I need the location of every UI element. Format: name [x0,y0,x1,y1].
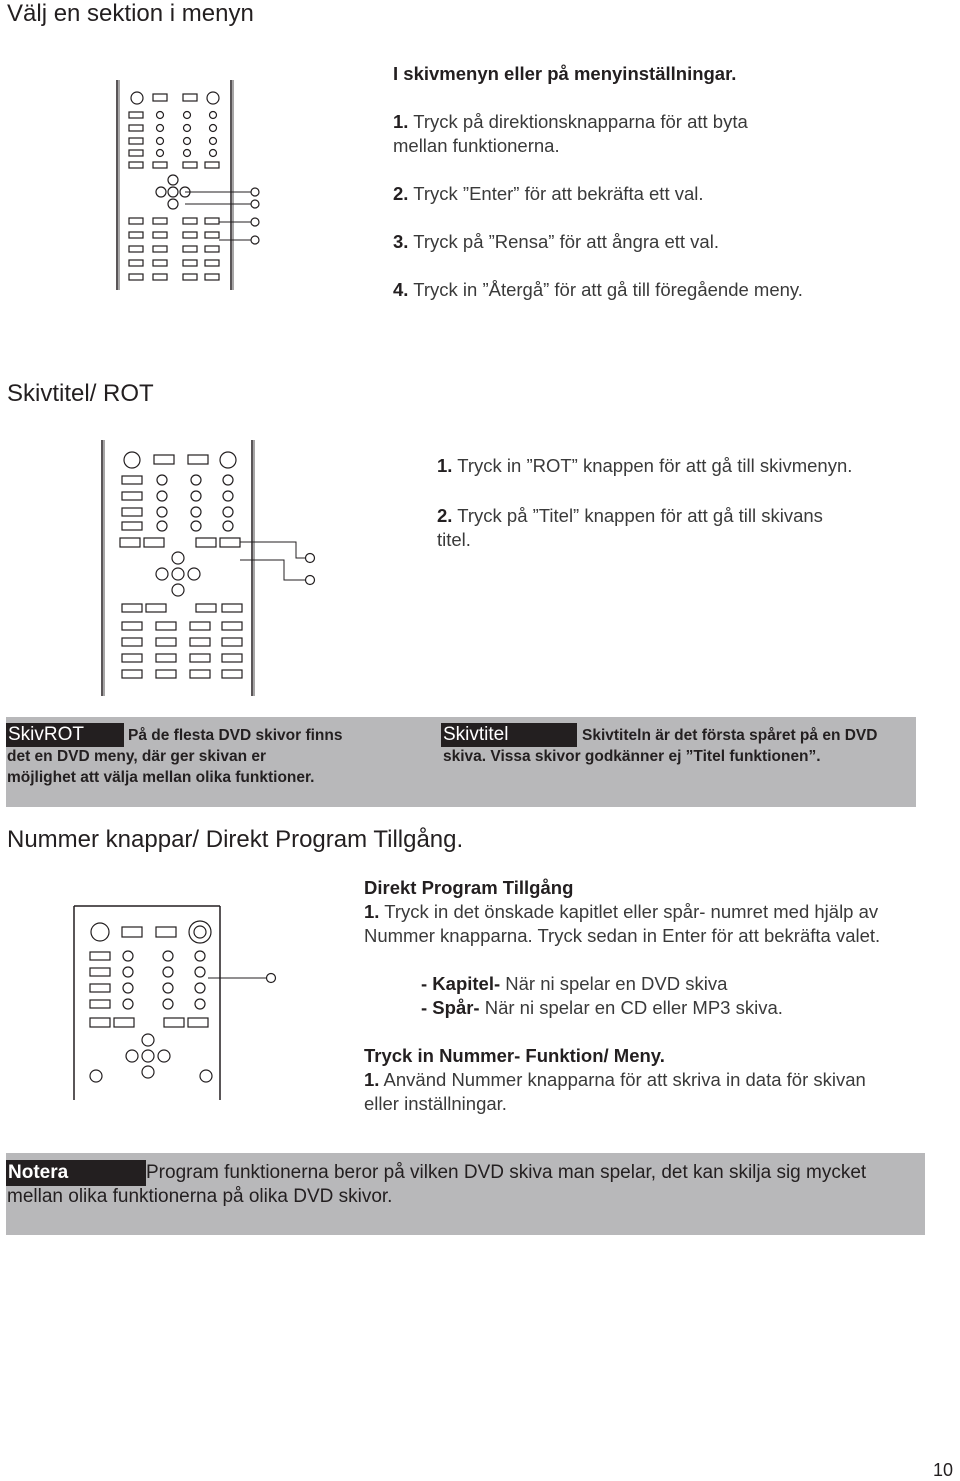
number-function-step-cont: eller inställningar. [364,1093,507,1114]
remote-control-figure [115,80,275,290]
direct-program-title: Direkt Program Tillgång [364,877,574,898]
info-text-skivtitel-line2: skiva. Vissa skivor godkänner ej ”Titel funktionen”. [443,748,821,765]
section2-text [437,454,937,552]
section3-title: Nummer knappar/ Direkt Program Tillgång. [7,826,464,853]
remote-control-drawing [115,80,275,290]
section2-step: titel. [437,529,471,550]
note-label: Notera [6,1160,146,1186]
remote-control-partial-figure [70,900,285,1100]
direct-program-step: 1. Tryck in det önskade kapitlet eller spår- numret med hjälp av [364,901,879,922]
section1-text [393,62,953,302]
section1-step: 3. Tryck på ”Rensa” för att ångra ett val. [393,231,719,252]
info-text-skivrot-line2: det en DVD meny, där ger skivan er [7,748,267,765]
number-function-title: Tryck in Nummer- Funktion/ Meny. [364,1045,665,1066]
section3-text [364,876,954,1116]
remote-control-figure [100,440,330,696]
bullet-spar: - Spår- När ni spelar en CD eller MP3 skiva. [421,997,783,1018]
section1-step: mellan funktionerna. [393,135,560,156]
info-label-skivtitel: Skivtitel [441,723,577,747]
bullet-kapitel: - Kapitel- När ni spelar en DVD skiva [421,973,728,994]
number-function-step: 1. Använd Nummer knapparna för att skriva in data för skivan [364,1069,866,1090]
section2-step: 1. Tryck in ”ROT” knappen för att gå till skivmenyn. [437,455,853,476]
info-label-skivrot: SkivROT [6,723,124,747]
remote-control-drawing [100,440,330,696]
note-text-line2: mellan olika funktionerna på olika DVD skivor. [7,1186,393,1207]
info-text-skivrot-line1: På de flesta DVD skivor finns [128,727,343,744]
remote-control-drawing [70,900,285,1100]
page-number: 10 [933,1460,954,1480]
section2-title: Skivtitel/ ROT [7,380,154,407]
info-text-skivrot-line3: möjlighet att välja mellan olika funktioner. [7,769,315,786]
section1-step: 2. Tryck ”Enter” för att bekräfta ett val. [393,183,704,204]
note-text-line1: Program funktionerna beror på vilken DVD skiva man spelar, det kan skilja sig mycket [146,1162,867,1183]
section1-step: 1. Tryck på direktionsknapparna för att byta [393,111,748,132]
section2-step: 2. Tryck på ”Titel” knappen för att gå till skivans [437,505,823,526]
direct-program-step-cont: Nummer knapparna. Tryck sedan in Enter för att bekräfta valet. [364,925,881,946]
section1-step: 4. Tryck in ”Återgå” för att gå till föregående meny. [393,279,803,300]
info-text-skivtitel-line1: Skivtiteln är det första spåret på en DVD [582,727,878,744]
section1-intro: I skivmenyn eller på menyinställningar. [393,63,737,84]
page-title: Välj en sektion i menyn [7,0,254,27]
